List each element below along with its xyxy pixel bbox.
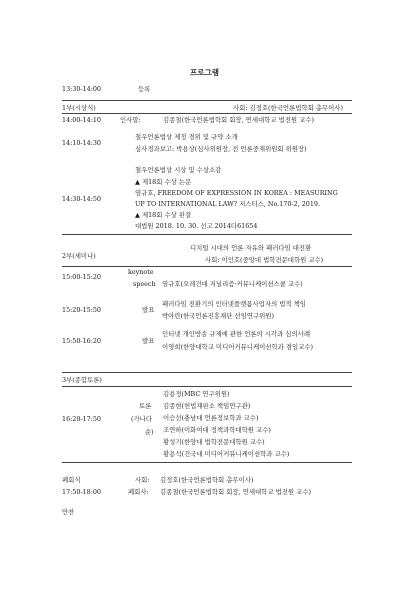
greeting-text: 김종철(한국언론법학회 회장, 연세대학교 법전원 교수)	[163, 116, 314, 124]
page-title: 프로그램	[190, 68, 219, 77]
part1-moderator: 사회: 김정호(한국언론법학회 총무이사)	[233, 104, 343, 112]
closing-time: 17:50-18:00	[62, 488, 101, 496]
closing-moderator-label: 사회:	[135, 476, 150, 484]
session3-speaker: 이영희(한양대학교 미디어커뮤니케이션학과 겸임교수)	[162, 343, 314, 351]
part2-header: 2부(세미나)	[62, 252, 96, 260]
part2-topic: 디지털 시대의 언론 자유와 패러다임 대전환	[190, 244, 312, 252]
award-intro-time: 14:10-14:30	[62, 139, 101, 147]
closing-label: 폐회식	[62, 476, 81, 484]
award-intro-line2: 심사경과보고: 박용상(심사위원장, 전 언론중재위원회 위원장)	[135, 145, 307, 153]
session2-time: 15:20-15:50	[62, 306, 101, 314]
award-ceremony-time: 14:30-14:50	[62, 195, 101, 203]
divider	[62, 372, 352, 373]
panelist: 김용정(MBC 연구위원)	[163, 390, 230, 398]
session3-role: 발표	[142, 337, 155, 345]
closing-speech: 김종철(한국언론법학회 회장, 연세대학교 법전원 교수)	[160, 488, 311, 496]
panelist: 이승선(충남대 언론정보학과 교수)	[163, 414, 259, 422]
award-intro-line1: 철우언론법상 제정 경위 및 규약 소개	[135, 133, 238, 141]
part3-time: 16:20-17:50	[62, 415, 101, 423]
divider	[62, 100, 352, 101]
divider	[62, 386, 352, 387]
session3-time: 15:50-16:20	[62, 337, 101, 345]
panelist: 황성기(한양대 법학전문대학원 교수)	[163, 438, 265, 446]
part3-role-1: 토론	[139, 402, 152, 410]
divider	[62, 113, 352, 114]
part3-header: 3부(종합토론)	[62, 376, 102, 384]
award-ruling-label: ▲ 제18회 수상 판결	[135, 211, 192, 219]
part1-header: 1부(시상식)	[62, 104, 96, 112]
panelist: 조연하(이화여대 정책과학대학원 교수)	[163, 426, 271, 434]
award-ceremony-heading: 철우언론법상 시상 및 수상소감	[135, 166, 222, 174]
registration-label: 등록	[138, 85, 151, 93]
session2-title: 패러다임 전환기의 인터넷플랫폼사업자의 법적 책임	[162, 300, 306, 308]
closing-speech-label: 폐회사:	[128, 488, 149, 496]
divider	[62, 462, 352, 463]
award-paper-line2: UP TO INTERNATIONAL LAW? 저스티스, No.170-2, 2019.	[135, 200, 320, 208]
registration-time: 13:30-14:00	[62, 85, 101, 93]
session2-role: 발표	[142, 306, 155, 314]
session1-time: 15:00-15:20	[62, 273, 101, 281]
award-paper-label: ▲ 제18회 수상 논문	[135, 178, 192, 186]
session3-title: 인터넷 개인방송 규제에 관한 언론의 시각과 심의사례	[162, 330, 311, 338]
session1-role-2: speech	[133, 280, 156, 288]
part3-role-3: 순)	[145, 428, 154, 436]
greeting-time: 14:00-14:10	[62, 116, 101, 124]
closing-moderator: 김정호(한국언론법학회 총무이사)	[160, 476, 254, 484]
session2-speaker: 박아란(한국언론진흥재단 선임연구위원)	[162, 312, 274, 320]
panelist: 황용석(건국대 미디어커뮤니케이션학과 교수)	[163, 450, 290, 458]
session1-role: keynote	[128, 268, 154, 276]
dinner-label: 만찬	[62, 508, 75, 516]
award-paper-line1: 염규호, FREEDOM OF EXPRESSION IN KOREA : MEASURING	[135, 189, 338, 197]
panelist: 김종현(헌법재판소 책임연구관)	[163, 402, 251, 410]
award-ruling-text: 대법원 2018. 10. 30. 선고 2014다61654	[135, 222, 258, 230]
greeting-label: 인사말:	[120, 116, 141, 124]
divider	[62, 266, 352, 267]
part2-moderator: 사회: 이인호(중앙대 법학전문대학원 교수)	[205, 256, 324, 264]
divider	[62, 234, 352, 235]
session1-speaker: 염규호(오레건대 저널리즘·커뮤니케이션스쿨 교수)	[162, 280, 303, 288]
part3-role-2: (가나다	[131, 415, 153, 423]
